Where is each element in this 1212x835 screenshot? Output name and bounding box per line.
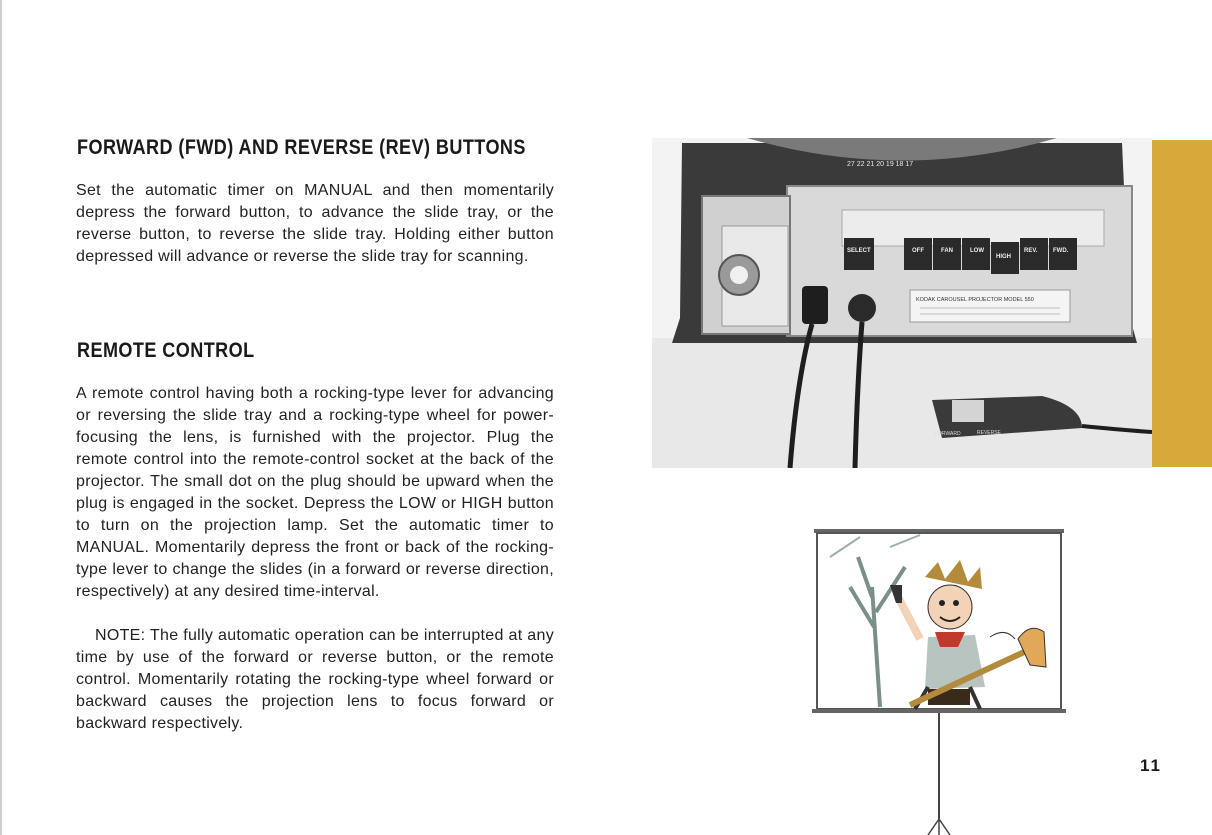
model-plate: KODAK CAROUSEL PROJECTOR MODEL 550 [916, 297, 1034, 303]
button-select: SELECT [847, 248, 871, 254]
remote-label-forward: FORWARD [935, 431, 961, 437]
paragraph-forward-reverse: Set the automatic timer on MANUAL and then momentarily depress the forward button, to advance the slide tray, or the reverse button, to reverse the slide tray. Holding either button depressed will advance or reverse the slide tray for scanning. [76, 182, 554, 265]
heading-forward-reverse: FORWARD (FWD) AND REVERSE (REV) BUTTONS [77, 136, 526, 159]
paragraph-remote-control: A remote control having both a rocking-type lever for advancing or reversing the slide tray and a rocking-type wheel for power-focusing the lens, is furnished with the projector. Plug the remote control into the remote-control socket at the back of the projector. The small dot on the plug should be upward when the plug is engaged in the socket. Depress the LOW or HIGH button to turn on the projection lamp. Set the automatic timer to MANUAL. Momentarily depress the front or back of the rocking-type lever to change the slides (in a forward or reverse direction, respectively) at any desired time-interval. [76, 385, 554, 600]
tray-numbers: 27 22 21 20 19 18 17 [847, 161, 914, 168]
page-number: 11 [1140, 756, 1162, 775]
projection-screen-illustration [810, 527, 1070, 835]
paragraph-note: NOTE: The fully automatic operation can be interrupted at any time by use of the forward or reverse button, or the remote control. Momentarily rotating the rocking-type wheel forward or backward causes the projection lens to focus forward or backward respectively. [76, 627, 554, 732]
heading-remote-control: REMOTE CONTROL [77, 339, 255, 362]
button-fwd: FWD. [1053, 248, 1069, 254]
accent-tab [1150, 140, 1212, 467]
page-edge [0, 0, 2, 835]
button-fan: FAN [941, 248, 953, 254]
remote-label-reverse: REVERSE [977, 430, 1001, 436]
button-low: LOW [970, 248, 984, 254]
projector-photo [652, 138, 1152, 468]
button-high: HIGH [996, 254, 1011, 260]
button-off: OFF [912, 248, 924, 254]
button-rev: REV. [1024, 248, 1038, 254]
